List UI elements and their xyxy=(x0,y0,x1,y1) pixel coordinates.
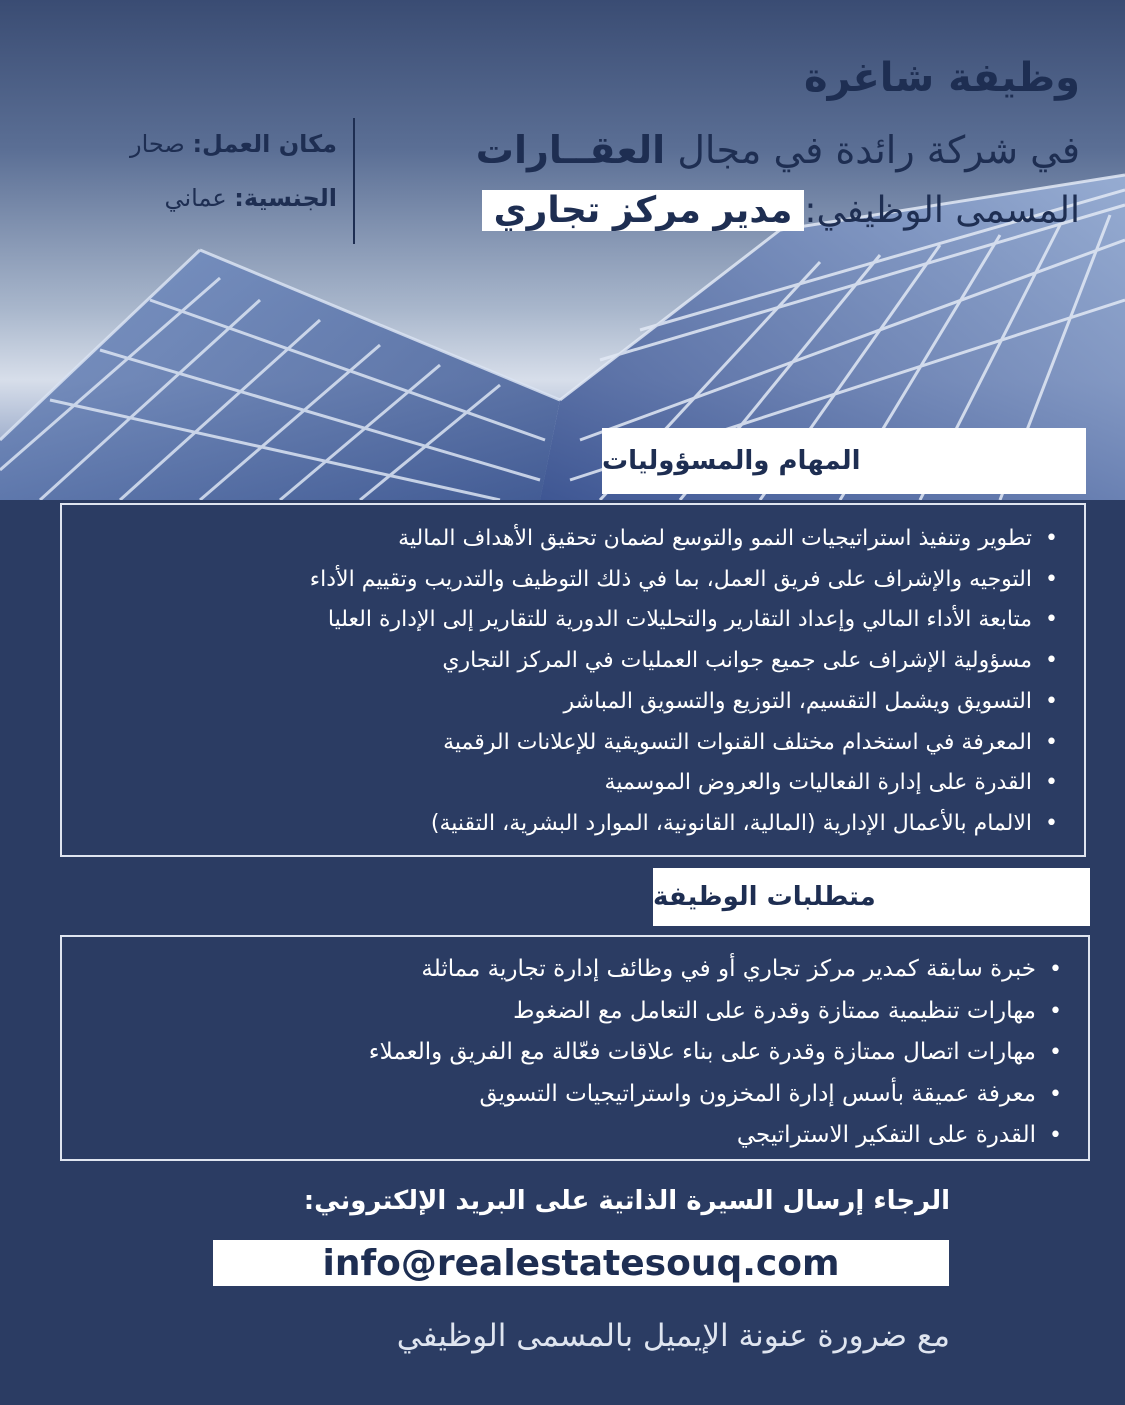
list-item: • خبرة سابقة كمدير مركز تجاري أو في وظائف إدارة تجارية مماثلة xyxy=(62,949,1066,991)
requirements-box xyxy=(60,935,1090,1161)
list-item: • التسويق ويشمل التقسيم، التوزيع والتسويق المباشر xyxy=(62,682,1062,723)
page-title: وظيفة شاغرة xyxy=(803,55,1080,101)
list-item: • متابعة الأداء المالي وإعداد التقارير والتحليلات الدورية للتقارير إلى الإدارة العليا xyxy=(62,600,1062,641)
list-item: • مهارات تنظيمية ممتازة وقدرة على التعامل مع الضغوط xyxy=(62,991,1066,1033)
list-item: • مسؤولية الإشراف على جميع جوانب العمليات في المركز التجاري xyxy=(62,641,1062,682)
list-item: • التوجيه والإشراف على فريق العمل، بما في ذلك التوظيف والتدريب وتقييم الأداء xyxy=(62,560,1062,601)
list-item: • معرفة عميقة بأسس إدارة المخزون واستراتيجيات التسويق xyxy=(62,1074,1066,1116)
nationality-value: عماني xyxy=(164,184,227,212)
company-prefix: في شركة رائدة في مجال xyxy=(677,128,1080,172)
list-item: • مهارات اتصال ممتازة وقدرة على بناء علاقات فعّالة مع الفريق والعملاء xyxy=(62,1032,1066,1074)
responsibilities-heading-text: المهام والمسؤوليات xyxy=(602,446,861,476)
company-field: العقــارات xyxy=(475,128,666,172)
location-value: صحار xyxy=(130,130,185,158)
location-line xyxy=(130,130,337,158)
company-line xyxy=(476,128,1080,172)
location-label: مكان العمل: xyxy=(192,130,337,158)
requirements-heading-text: متطلبات الوظيفة xyxy=(653,882,876,912)
nationality-label: الجنسية: xyxy=(234,184,337,212)
job-title-label: المسمى الوظيفي: xyxy=(804,190,1080,231)
list-item: • المعرفة في استخدام مختلف القنوات التسويقية للإعلانات الرقمية xyxy=(62,723,1062,764)
responsibilities-box xyxy=(60,503,1086,857)
list-item: • القدرة على التفكير الاستراتيجي xyxy=(62,1115,1066,1157)
requirements-heading xyxy=(653,868,1090,926)
job-title-line xyxy=(482,190,1080,231)
email-link[interactable]: info@realestatesouq.com xyxy=(213,1240,949,1286)
header-divider xyxy=(353,118,355,244)
list-item: • الالمام بالأعمال الإدارية (المالية، القانونية، الموارد البشرية، التقنية) xyxy=(62,804,1062,845)
list-item: • القدرة على إدارة الفعاليات والعروض الموسمية xyxy=(62,763,1062,804)
job-title-value: مدير مركز تجاري xyxy=(482,190,805,231)
email-note: مع ضرورة عنونة الإيميل بالمسمى الوظيفي xyxy=(396,1318,950,1354)
requirements-list xyxy=(62,949,1066,1157)
nationality-line xyxy=(164,184,337,212)
responsibilities-list xyxy=(62,519,1062,845)
cta-text: الرجاء إرسال السيرة الذاتية على البريد الإلكتروني: xyxy=(303,1186,950,1216)
list-item: • تطوير وتنفيذ استراتيجيات النمو والتوسع لضمان تحقيق الأهداف المالية xyxy=(62,519,1062,560)
responsibilities-heading xyxy=(602,428,1086,494)
